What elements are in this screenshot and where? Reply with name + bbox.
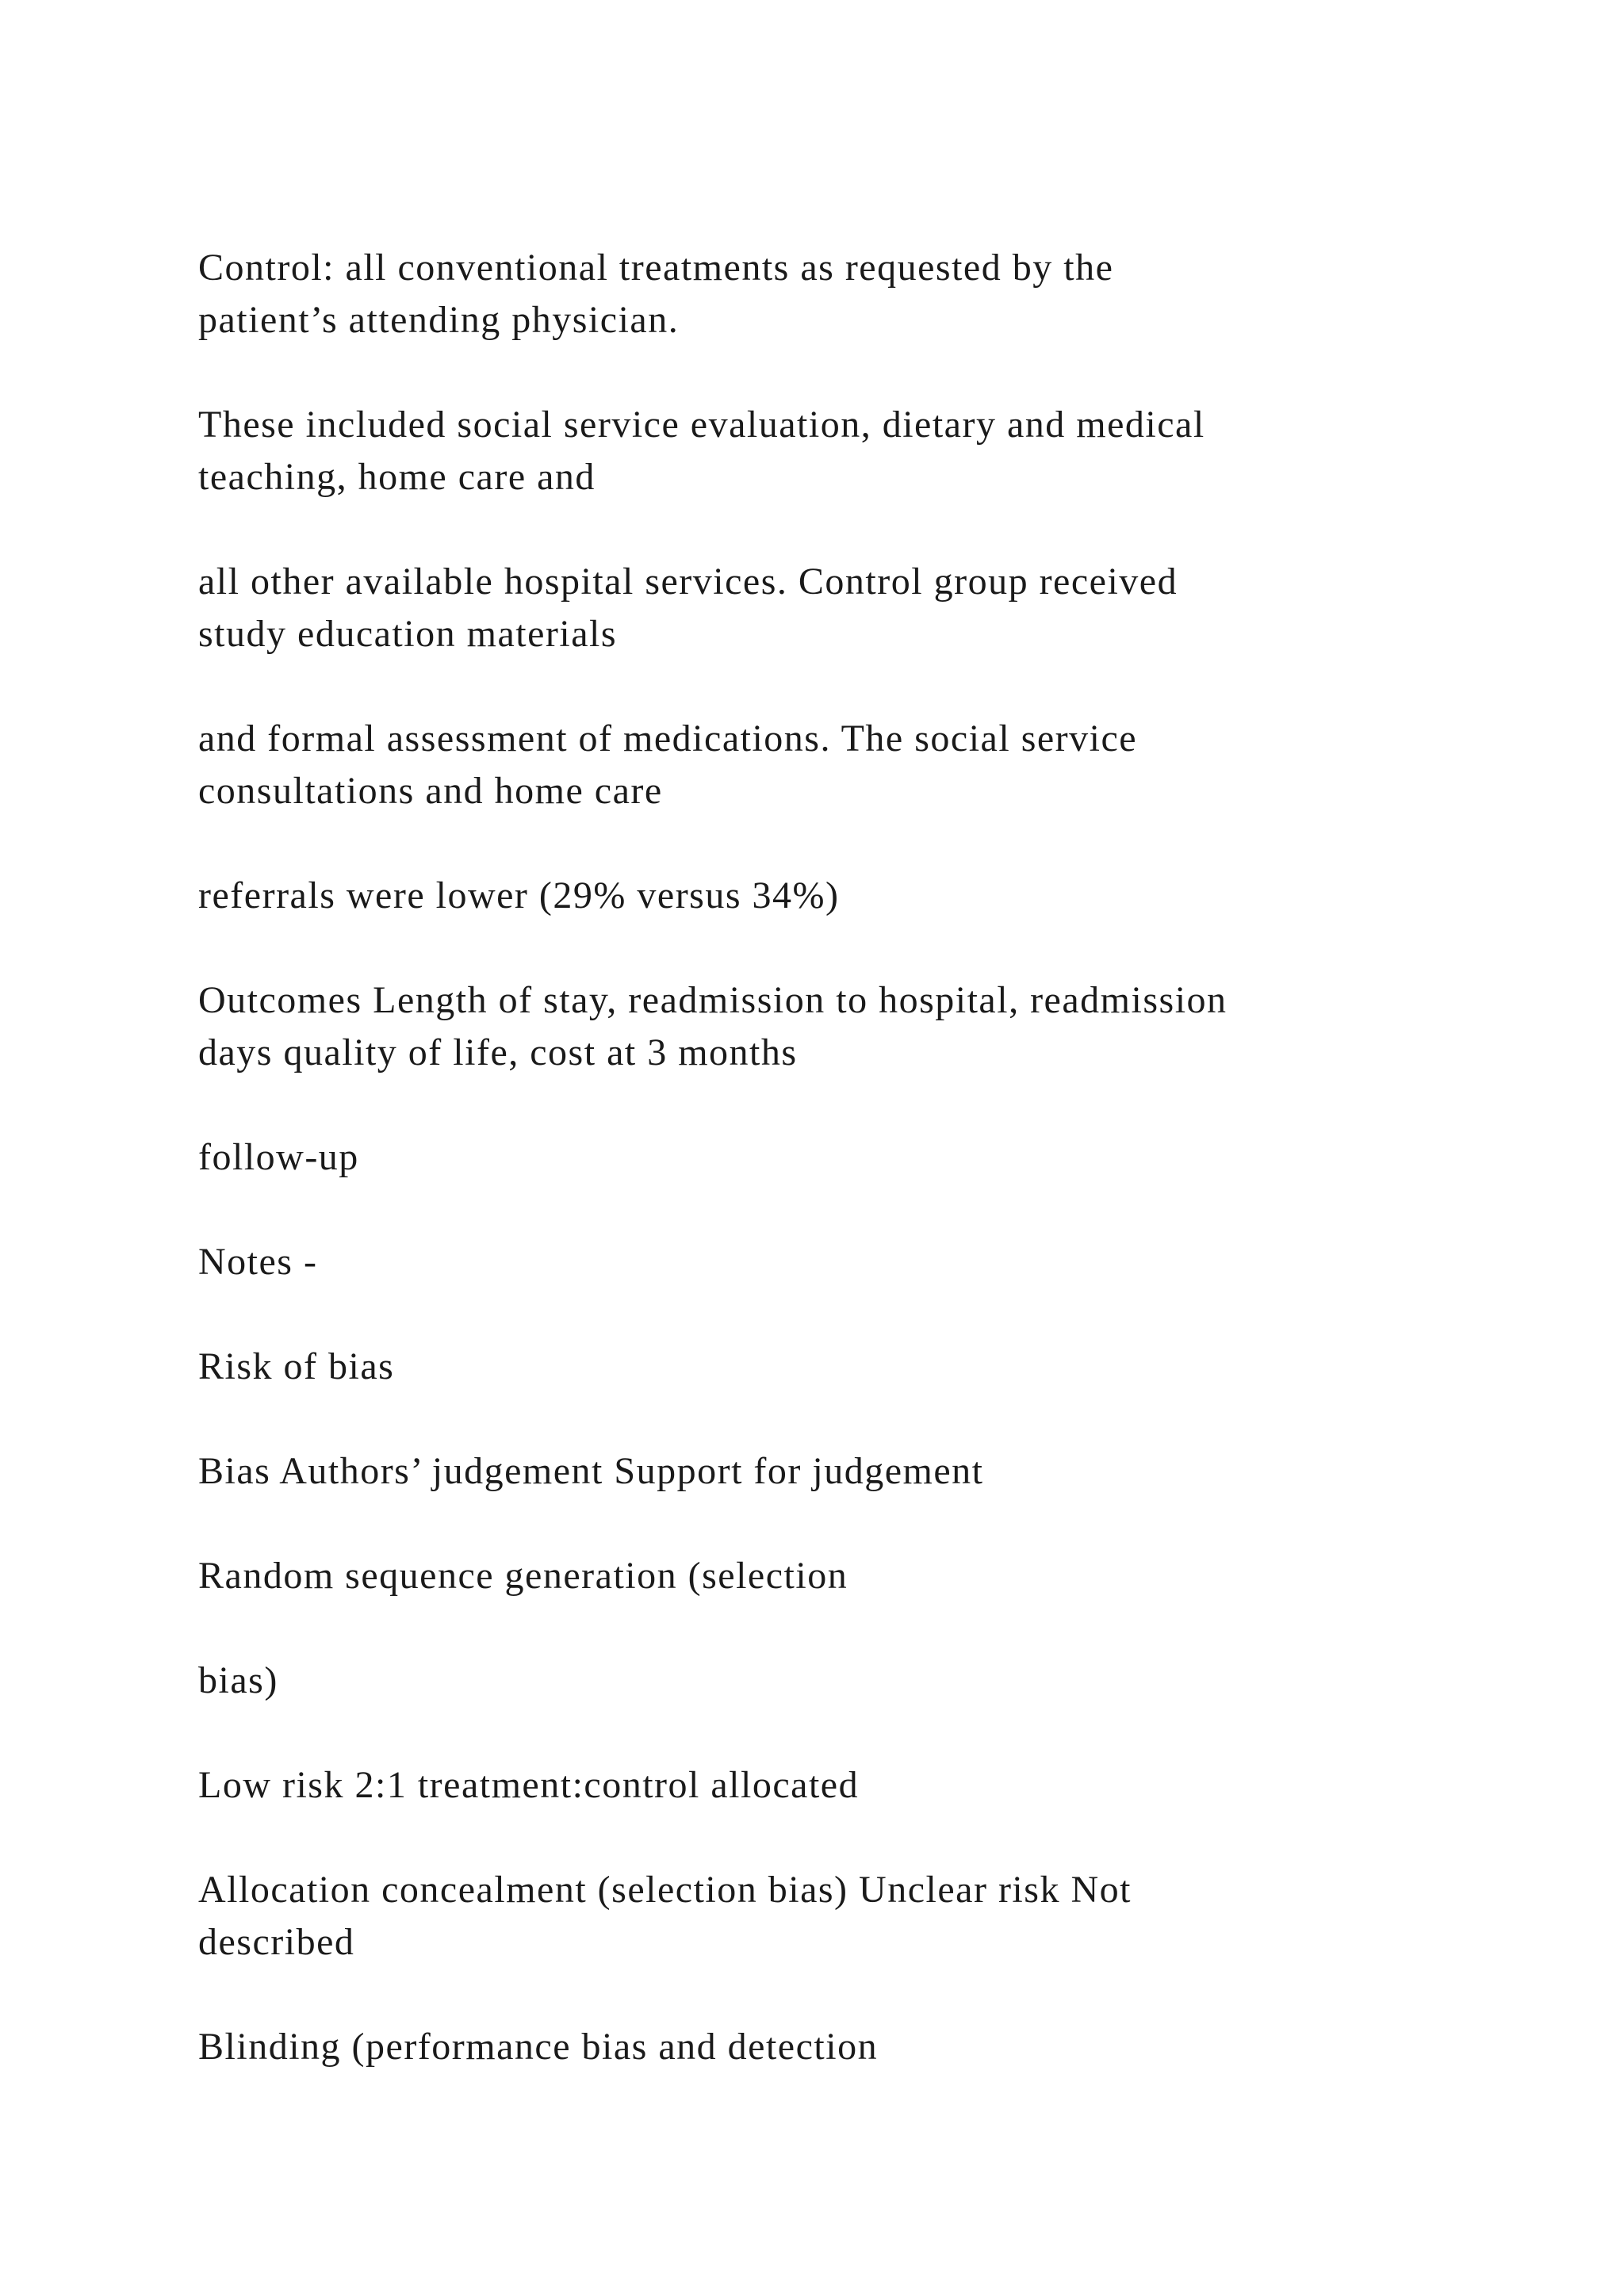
heading-risk-of-bias [198, 1341, 1435, 1393]
text-line: Notes - [198, 1241, 318, 1283]
text-line: Blinding (performance bias and detection [198, 2026, 879, 2068]
paragraph-random-sequence [198, 1550, 1435, 1602]
paragraph-assessment [198, 713, 1435, 817]
text-line: described [198, 1921, 355, 1963]
text-line: These included social service evaluation, dietary and medical [198, 404, 1205, 446]
paragraph-blinding [198, 2021, 1435, 2073]
paragraph-bias-close [198, 1655, 1435, 1707]
paragraph-low-risk [198, 1759, 1435, 1812]
text-line: Random sequence generation (selection [198, 1555, 848, 1597]
paragraph-notes [198, 1236, 1435, 1288]
text-line: Risk of bias [198, 1345, 395, 1387]
paragraph-control [198, 242, 1435, 346]
text-line: and formal assessment of medications. The social service [198, 718, 1138, 760]
paragraph-follow-up [198, 1131, 1435, 1184]
document-body [198, 242, 1435, 2126]
text-line: referrals were lower (29% versus 34%) [198, 874, 840, 916]
text-line: Outcomes Length of stay, readmission to hospital, readmission [198, 979, 1228, 1021]
paragraph-services [198, 399, 1435, 503]
text-line: teaching, home care and [198, 456, 596, 498]
text-line: days quality of life, cost at 3 months [198, 1031, 798, 1073]
paragraph-hospital-services [198, 556, 1435, 660]
text-line: Allocation concealment (selection bias) Unclear risk Not [198, 1869, 1132, 1911]
text-line: follow-up [198, 1136, 359, 1178]
text-line: consultations and home care [198, 770, 663, 812]
text-line: Control: all conventional treatments as requested by the [198, 247, 1114, 289]
paragraph-outcomes [198, 974, 1435, 1079]
paragraph-allocation-concealment [198, 1864, 1435, 1969]
text-line: study education materials [198, 613, 618, 655]
text-line: all other available hospital services. Control group received [198, 561, 1178, 603]
text-line: bias) [198, 1659, 278, 1701]
paragraph-referrals [198, 870, 1435, 922]
paragraph-bias-header [198, 1445, 1435, 1498]
text-line: Low risk 2:1 treatment:control allocated [198, 1764, 860, 1806]
text-line: Bias Authors’ judgement Support for judgement [198, 1450, 984, 1492]
text-line: patient’s attending physician. [198, 299, 680, 341]
